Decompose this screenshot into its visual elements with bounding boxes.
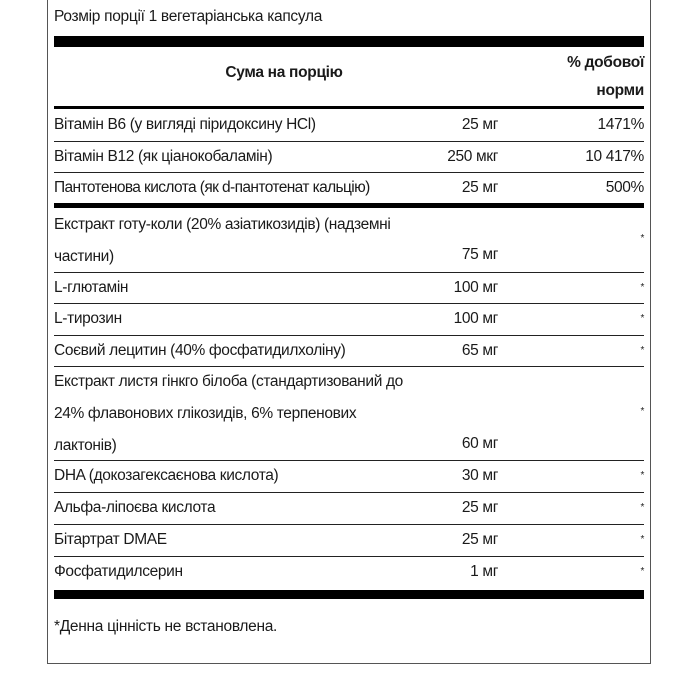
ingredient-amount: 65 мг — [461, 342, 498, 359]
table-row-phosphatidylserine — [54, 556, 644, 588]
ingredient-name: DHA (докозагексаєнова кислота) — [54, 467, 279, 484]
ingredient-amount: 25 мг — [461, 179, 498, 196]
table-row-soy-lecithin — [54, 335, 644, 367]
ingredient-dv: * — [640, 345, 644, 356]
table-row-ginkgo-biloba — [54, 366, 644, 460]
ingredient-name: Пантотенова кислота (як d-пантотенат кальцію) — [54, 179, 370, 196]
table-row-vitamin-b6 — [54, 109, 644, 141]
supplement-facts-panel — [47, 0, 651, 664]
ingredient-name-line: Екстракт листя гінкго білоба (стандартизований до — [54, 373, 403, 390]
ingredient-dv: * — [640, 534, 644, 545]
ingredient-dv: * — [640, 282, 644, 293]
table-row-vitamin-b12 — [54, 141, 644, 173]
thick-divider-top — [54, 36, 644, 47]
table-header — [54, 49, 644, 105]
ingredient-name-line: частини) — [54, 248, 114, 265]
ingredient-name: Альфа-ліпоєва кислота — [54, 499, 216, 516]
serving-size: Розмір порції 1 вегетаріанська капсула — [54, 8, 323, 25]
ingredient-name: Фосфатидилсерин — [54, 563, 183, 580]
ingredient-amount: 25 мг — [461, 531, 498, 548]
header-daily-value — [567, 49, 644, 105]
ingredient-name-line: Екстракт готу-коли (20% азіатикозидів) (надземні — [54, 216, 391, 233]
ingredient-amount: 100 мг — [453, 310, 498, 327]
ingredient-amount: 250 мкг — [447, 148, 498, 165]
ingredient-name: Бітартрат DMAE — [54, 531, 167, 548]
ingredient-amount: 25 мг — [461, 499, 498, 516]
ingredient-amount: 30 мг — [461, 467, 498, 484]
ingredient-name: L-тирозин — [54, 310, 122, 327]
ingredient-dv: * — [640, 566, 644, 577]
ingredient-dv: * — [640, 406, 644, 417]
header-daily-value-line1: % добової — [567, 54, 644, 71]
ingredient-name-line: лактонів) — [54, 437, 117, 454]
ingredient-dv: * — [640, 470, 644, 481]
ingredient-dv: * — [640, 233, 644, 244]
ingredient-name: Вітамін B6 (у вигляді піридоксину HCl) — [54, 116, 316, 133]
ingredient-dv: 10 417% — [585, 148, 644, 165]
ingredient-dv: 1471% — [597, 116, 644, 133]
table-row-dmae-bitartrate — [54, 524, 644, 556]
thick-divider-middle — [54, 203, 644, 208]
ingredient-amount: 25 мг — [461, 116, 498, 133]
table-row-l-tyrosine — [54, 303, 644, 335]
thick-divider-bottom — [54, 590, 644, 599]
table-row-l-glutamine — [54, 272, 644, 304]
ingredient-name-line: 24% флавонових глікозидів, 6% терпенових — [54, 405, 357, 422]
footnote: *Денна цінність не встановлена. — [54, 618, 278, 635]
table-row-dha — [54, 460, 644, 492]
ingredient-name: Соєвий лецитин (40% фосфатидилхоліну) — [54, 342, 346, 359]
ingredient-amount: 100 мг — [453, 279, 498, 296]
ingredient-dv: 500% — [605, 179, 644, 196]
ingredient-amount: 60 мг — [461, 435, 498, 452]
table-row-gotu-kola — [54, 209, 644, 271]
table-row-pantothenic-acid — [54, 172, 644, 204]
header-daily-value-line2: норми — [596, 82, 644, 99]
ingredient-dv: * — [640, 313, 644, 324]
ingredient-amount: 1 мг — [470, 563, 498, 580]
ingredient-dv: * — [640, 502, 644, 513]
header-amount-per-serving: Сума на порцію — [225, 64, 343, 81]
ingredient-amount: 75 мг — [461, 246, 498, 263]
ingredient-name: L-глютамін — [54, 279, 129, 296]
ingredient-name: Вітамін B12 (як ціанокобаламін) — [54, 148, 273, 165]
table-row-alpha-lipoic-acid — [54, 492, 644, 524]
